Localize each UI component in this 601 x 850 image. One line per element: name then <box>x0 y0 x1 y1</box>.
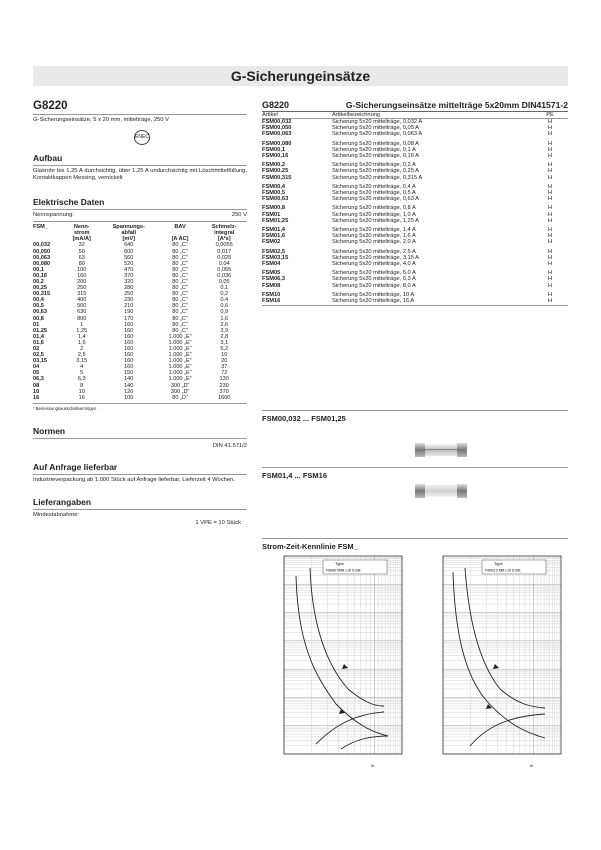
ed-cell: 1.000 „E“ <box>168 352 192 359</box>
article-description: Sicherung 5x20 mittelträge, 0,25 A <box>332 168 419 175</box>
ed-cell: 6,3 <box>77 376 86 383</box>
article-number: FSM01 <box>262 211 281 218</box>
ed-cell: 0,0055 <box>215 242 233 249</box>
liefer-heading: Lieferangaben <box>33 497 92 508</box>
pack-unit: H <box>547 205 553 212</box>
ed-cell: 200 <box>77 278 87 285</box>
article-description: Sicherung 5x20 mittelträge, 0,08 A <box>332 140 419 147</box>
ed-cell: 320 <box>124 278 134 285</box>
ed-cell: 170 <box>124 315 134 322</box>
ed-cell: 00,315 <box>33 291 51 298</box>
ed-cell: 00,1 <box>33 266 44 273</box>
ed-cell: 1,4 <box>77 333 86 340</box>
ed-cell: 01,4 <box>33 333 44 340</box>
ed-cell: 160 <box>124 346 134 353</box>
pack-unit: H <box>547 162 553 169</box>
liefer-label: Mindestabnahme: <box>33 512 80 519</box>
fuse-transparent-image <box>415 443 467 457</box>
article-description: Sicherung 5x20 mittelträge, 1,6 A <box>332 233 416 240</box>
normen-value: DIN 41.571/2 <box>212 442 247 449</box>
divider <box>33 509 247 510</box>
ed-voltage-label: Nennspannung: <box>33 211 74 218</box>
ed-cell: 1,6 <box>77 339 86 346</box>
article-number: FSM03,15 <box>262 254 289 261</box>
pack-unit: H <box>547 227 553 234</box>
liefer-row <box>33 512 247 527</box>
ed-cell: 1.000 „E“ <box>168 346 192 353</box>
article-number: FSM00,4 <box>262 183 286 190</box>
divider <box>33 209 247 210</box>
ed-cell: 80 „C“ <box>172 297 188 304</box>
ed-voltage-row <box>33 212 247 219</box>
ed-cell: 02 <box>33 346 40 353</box>
pack-unit: H <box>547 291 553 298</box>
pack-unit: H <box>547 233 553 240</box>
graph2-arrow <box>493 664 499 669</box>
article-number: FSM02,5 <box>262 248 286 255</box>
left-column <box>33 100 247 527</box>
ed-cell: 250 <box>77 285 87 292</box>
graph1-curve-d <box>341 736 388 749</box>
article-number: FSM00,080 <box>262 140 292 147</box>
ed-cell: 1.000 „E“ <box>168 370 192 377</box>
ed-cell: 00,16 <box>33 272 47 279</box>
ed-cell: 0,025 <box>217 254 232 261</box>
time-current-graph-2 <box>425 554 565 776</box>
article-number: FSM01,4 <box>262 227 286 234</box>
ed-cell: 4 <box>80 364 84 371</box>
product-code: G8220 <box>33 100 68 112</box>
ed-cell: 315 <box>77 291 87 298</box>
ed-cell: 00,050 <box>33 248 51 255</box>
ed-cell: 00,5 <box>33 303 44 310</box>
article-description: Sicherung 5x20 mittelträge, 1,25 A <box>332 217 419 224</box>
ed-cell: 00,25 <box>33 285 47 292</box>
ed-cell: 00,4 <box>33 297 44 304</box>
article-description: Sicherung 5x20 mittelträge, 4,0 A <box>332 261 416 268</box>
graph1-arrow <box>342 664 348 669</box>
pack-unit: H <box>547 298 553 305</box>
ed-cell: 160 <box>124 321 134 328</box>
ed-cell: 00,080 <box>33 260 51 267</box>
article-number: FSM04 <box>262 261 281 268</box>
ed-cell: 80 „C“ <box>172 242 188 249</box>
image-section-1 <box>262 408 568 423</box>
image-caption-1: FSM00,032 ... FSM01,25 <box>262 414 346 423</box>
ed-cell: 1.000 „E“ <box>168 333 192 340</box>
pack-unit: H <box>547 168 553 175</box>
ed-cell: 190 <box>124 309 134 316</box>
right-product-code: G8220 <box>262 100 290 110</box>
ed-row <box>33 395 247 401</box>
ed-cell: 280 <box>124 285 134 292</box>
ed-cell: 0,9 <box>220 309 229 316</box>
ed-cell: 00,032 <box>33 242 51 249</box>
ed-cell: 50 <box>78 248 85 255</box>
product-row <box>262 119 568 126</box>
ed-cell: 16 <box>33 394 40 401</box>
ed-cell: 01,25 <box>33 327 47 334</box>
pack-unit: H <box>547 261 553 268</box>
ed-cell: 250 <box>124 291 134 298</box>
graph2-arrow <box>486 704 492 709</box>
electrical-data-table <box>33 224 247 401</box>
ed-cell: 600 <box>124 248 134 255</box>
graph2-legend-sub: FSM01 5 MM x 20 S.30E <box>485 568 521 573</box>
article-description: Sicherung 5x20 mittelträge, 0,1 A <box>332 146 416 153</box>
ed-cell: 10 <box>221 352 228 359</box>
graph2-legend: Type <box>494 561 503 566</box>
anfrage-text: Industrieverpackung ab 1.000 Stück auf Anfrage lieferbar, Lieferzeit 4 Wochen. <box>33 477 235 484</box>
ed-cell: 80 „C“ <box>172 278 188 285</box>
article-number: FSM01,25 <box>262 217 289 224</box>
divider <box>262 410 568 411</box>
ed-cell: 2,8 <box>220 333 229 340</box>
pack-unit: H <box>547 211 553 218</box>
divider <box>33 114 247 115</box>
curve-section <box>262 536 568 551</box>
article-description: Sicherung 5x20 mittelträge, 0,315 A <box>332 174 423 181</box>
product-row <box>262 298 568 304</box>
article-description: Sicherung 5x20 mittelträge, 0,063 A <box>332 131 423 138</box>
article-number: FSM00,2 <box>262 162 286 169</box>
ed-cell: 80 „C“ <box>172 266 188 273</box>
pack-unit: H <box>547 131 553 138</box>
article-number: FSM00,1 <box>262 146 286 153</box>
ed-cell: 130 <box>219 376 229 383</box>
ed-cell: 230 <box>124 297 134 304</box>
pack-unit: H <box>547 119 553 125</box>
article-number: FSM08 <box>262 282 281 289</box>
pack-unit: H <box>547 276 553 283</box>
ed-cell: 100 <box>77 266 87 273</box>
article-description: Sicherung 5x20 mittelträge, 1,0 A <box>332 211 416 218</box>
article-number: FSM05 <box>262 270 281 277</box>
right-table-title: G-Sicherungseinsätze mittelträge 5x20mm DIN41571-2 <box>345 100 568 110</box>
ed-cell: 80 „C“ <box>172 260 188 267</box>
ed-cell: 0,6 <box>220 303 229 310</box>
ed-cell: 0,4 <box>220 297 229 304</box>
ed-cell: 08 <box>33 382 40 389</box>
article-number: FSM00,8 <box>262 205 286 212</box>
ed-cell: 160 <box>124 339 134 346</box>
article-description: Sicherung 5x20 mittelträge, 0,032 A <box>332 119 423 125</box>
pack-unit: H <box>547 248 553 255</box>
ed-cell: 5 <box>80 370 84 377</box>
ed-cell: 04 <box>33 364 40 371</box>
ed-voltage-value: 250 V <box>231 211 247 218</box>
ed-cell: 2 <box>80 346 84 353</box>
col-pe: PE <box>546 112 554 118</box>
pack-unit: H <box>547 140 553 147</box>
ed-heading: Elektrische Daten <box>33 196 105 207</box>
article-number: FSM00,315 <box>262 174 292 181</box>
ed-cell: 00,2 <box>33 278 44 285</box>
divider <box>33 221 247 222</box>
ed-cell: 160 <box>124 333 134 340</box>
product-table <box>262 112 568 304</box>
ed-cell: 80 „C“ <box>172 321 188 328</box>
ed-cell: 640 <box>124 242 134 249</box>
liefer-value: 1 VPE = 10 Stück <box>195 520 241 527</box>
article-description: Sicherung 5x20 mittelträge, 2,5 A <box>332 248 416 255</box>
article-number: FSM00,25 <box>262 168 289 175</box>
ed-cell: 160 <box>124 358 134 365</box>
ed-header-cell: Spannungs- abfall [mV] <box>112 223 145 243</box>
pack-unit: H <box>547 125 553 132</box>
article-description: Sicherung 5x20 mittelträge, 0,5 A <box>332 190 416 197</box>
ed-cell: 02,5 <box>33 352 44 359</box>
pack-unit: H <box>547 190 553 197</box>
ed-cell: 0,2 <box>220 291 229 298</box>
ed-cell: 120 <box>124 388 134 395</box>
article-number: FSM00,5 <box>262 190 286 197</box>
pack-unit: H <box>547 153 553 160</box>
ed-footnote: * Bemessungsausschaltvermögen <box>33 405 97 411</box>
title-banner <box>33 66 568 86</box>
ed-cell: 37 <box>221 364 228 371</box>
divider <box>33 403 247 404</box>
ed-cell: 00,8 <box>33 315 44 322</box>
ed-cell: 10 <box>33 388 40 395</box>
divider <box>33 474 247 475</box>
pack-unit: H <box>547 196 553 203</box>
ed-cell: 500 <box>77 303 87 310</box>
ed-cell: 630 <box>77 309 87 316</box>
article-number: FSM00,63 <box>262 196 289 203</box>
article-description: Sicherung 5x20 mittelträge, 10 A <box>332 291 415 298</box>
ed-cell: 80 „C“ <box>172 309 188 316</box>
ed-cell: 470 <box>124 266 134 273</box>
ed-cell: 80 „C“ <box>172 303 188 310</box>
ed-cell: 00,063 <box>33 254 51 261</box>
article-description: Sicherung 5x20 mittelträge, 0,16 A <box>332 153 419 160</box>
ed-cell: 80 „C“ <box>172 285 188 292</box>
ed-cell: 140 <box>124 382 134 389</box>
pack-unit: H <box>547 183 553 190</box>
ed-cell: 300 „D“ <box>170 382 190 389</box>
graph1-x-unit: In <box>371 763 375 768</box>
ed-cell: 01 <box>33 321 40 328</box>
time-current-graph-1 <box>266 554 406 776</box>
ed-cell: 560 <box>124 254 134 261</box>
article-description: Sicherung 5x20 mittelträge, 0,4 A <box>332 183 416 190</box>
divider <box>262 467 568 468</box>
ed-cell: 3,9 <box>220 327 229 334</box>
article-description: Sicherung 5x20 mittelträge, 1,4 A <box>332 227 416 234</box>
ed-cell: 10 <box>78 388 85 395</box>
ed-cell: 20 <box>221 358 228 365</box>
article-description: Sicherung 5x20 mittelträge, 0,8 A <box>332 205 416 212</box>
ed-header-cell: BAV [A AC] <box>171 223 189 243</box>
divider <box>262 305 568 306</box>
article-number: FSM10 <box>262 291 281 298</box>
ed-cell: 1,25 <box>76 327 88 334</box>
ed-cell: 0,04 <box>218 260 230 267</box>
ed-cell: 230 <box>219 382 229 389</box>
ed-cell: 80 „C“ <box>172 315 188 322</box>
ed-cell: 800 <box>77 315 87 322</box>
product-subtitle: G-Sicherungseinsätze, 5 x 20 mm, mittelträge, 250 V <box>33 117 169 123</box>
ed-cell: 00,63 <box>33 309 47 316</box>
ed-cell: 0,05 <box>218 278 230 285</box>
certification-icon: ENEC <box>134 130 150 145</box>
anfrage-heading: Auf Anfrage lieferbar <box>33 462 118 473</box>
divider <box>262 538 568 539</box>
pack-unit: H <box>547 146 553 153</box>
pack-unit: H <box>547 239 553 246</box>
ed-cell: 0,017 <box>217 248 232 255</box>
graph1-legend: Type <box>335 561 344 566</box>
ed-cell: 3,1 <box>220 339 229 346</box>
ed-cell: 32 <box>78 242 85 249</box>
col-bezeichnung: Artikelbezeichnung <box>332 112 381 118</box>
article-description: Sicherung 5x20 mittelträge, 0,63 A <box>332 196 419 203</box>
article-description: Sicherung 5x20 mittelträge, 3,15 A <box>332 254 419 261</box>
article-description: Sicherung 5x20 mittelträge, 0,05 A <box>332 125 419 132</box>
article-description: Sicherung 5x20 mittelträge, 5,0 A <box>332 270 416 277</box>
image-caption-2: FSM01,4 ... FSM16 <box>262 471 328 480</box>
ed-cell: 210 <box>124 303 134 310</box>
ed-cell: 72 <box>221 370 228 377</box>
graph2-x-unit: In <box>530 763 534 768</box>
normen-heading: Normen <box>33 425 66 436</box>
ed-cell: 150 <box>124 370 134 377</box>
ed-cell: 80 „C“ <box>172 248 188 255</box>
ed-cell: 80 „C“ <box>172 272 188 279</box>
ed-cell: 370 <box>124 272 134 279</box>
ed-cell: 2,5 <box>77 352 86 359</box>
ed-header-cell: FSM_ <box>33 223 48 230</box>
divider <box>33 438 247 439</box>
ed-cell: 0,036 <box>217 272 232 279</box>
ed-header-cell: Nenn- strom [mA/A] <box>72 223 91 243</box>
ed-cell: 370 <box>219 388 229 395</box>
article-description: Sicherung 5x20 mittelträge, 16 A <box>332 298 415 305</box>
article-number: FSM02 <box>262 239 281 246</box>
col-artikel: Artikel <box>262 112 278 118</box>
ed-cell: 160 <box>77 272 87 279</box>
article-number: FSM00,050 <box>262 125 292 132</box>
pack-unit: H <box>547 270 553 277</box>
ed-cell: 05 <box>33 370 40 377</box>
ed-cell: 520 <box>124 260 134 267</box>
ed-cell: 80 „C“ <box>172 291 188 298</box>
pack-unit: H <box>547 174 553 181</box>
ed-cell: 100 <box>124 394 134 401</box>
aufbau-text: Glasrohr bis 1,25 A durchsichtig, über 1,25 A undurchsichtig mit Löschmittelfüllung, Kontaktkappen Messing, vernickelt <box>33 168 247 182</box>
ed-cell: 5,2 <box>220 346 229 353</box>
ed-cell: 80 „D“ <box>172 394 188 401</box>
article-number: FSM00,063 <box>262 131 292 138</box>
aufbau-heading: Aufbau <box>33 153 63 164</box>
article-number: FSM00,032 <box>262 119 292 125</box>
article-number: FSM06,3 <box>262 276 286 283</box>
ed-cell: 80 „C“ <box>172 254 188 261</box>
ed-cell: 8 <box>80 382 84 389</box>
ed-cell: 1.000 „E“ <box>168 339 192 346</box>
page-title: G-Sicherungeinsätze <box>230 68 371 84</box>
right-column <box>262 100 568 308</box>
ed-cell: 80 <box>78 260 85 267</box>
ed-cell: 160 <box>124 364 134 371</box>
article-description: Sicherung 5x20 mittelträge, 8,0 A <box>332 282 416 289</box>
ed-cell: 1,6 <box>220 315 229 322</box>
ed-header-cell: Schmelz- integral [A²s] <box>211 223 237 243</box>
article-description: Sicherung 5x20 mittelträge, 6,3 A <box>332 276 416 283</box>
divider <box>33 165 247 166</box>
graph1-legend-sub: FSM00 5MM x 20 S.30E <box>326 568 361 573</box>
ed-cell: 300 „D“ <box>170 388 190 395</box>
ed-cell: 400 <box>77 297 87 304</box>
ed-cell: 1600 <box>217 394 231 401</box>
ed-cell: 1.000 „E“ <box>168 358 192 365</box>
ed-cell: 0,1 <box>220 285 229 292</box>
graph2-curve-a <box>453 572 545 738</box>
pack-unit: H <box>547 282 553 289</box>
right-header <box>262 100 568 110</box>
ed-cell: 16 <box>78 394 85 401</box>
ed-cell: 1.000 „E“ <box>168 364 192 371</box>
ed-cell: 63 <box>78 254 85 261</box>
pack-unit: H <box>547 254 553 261</box>
ed-cell: 1.000 „E“ <box>168 376 192 383</box>
article-description: Sicherung 5x20 mittelträge, 2,0 A <box>332 239 416 246</box>
pack-unit: H <box>547 217 553 224</box>
ed-cell: 3,15 <box>76 358 88 365</box>
ed-cell: 0,055 <box>217 266 232 273</box>
article-description: Sicherung 5x20 mittelträge, 0,2 A <box>332 162 416 169</box>
ed-cell: 160 <box>124 327 134 334</box>
article-number: FSM01,6 <box>262 233 286 240</box>
fuse-opaque-image <box>415 484 467 498</box>
ed-cell: 2,6 <box>220 321 229 328</box>
ed-cell: 80 „C“ <box>172 327 188 334</box>
article-number: FSM16 <box>262 298 281 305</box>
ed-cell: 140 <box>124 376 134 383</box>
article-number: FSM00,16 <box>262 153 289 160</box>
curve-title: Strom-Zeit-Kennlinie FSM_ <box>262 542 358 551</box>
ed-cell: 160 <box>124 352 134 359</box>
ed-cell: 01,6 <box>33 339 44 346</box>
image-section-2 <box>262 465 568 480</box>
ed-cell: 03,15 <box>33 358 47 365</box>
ed-cell: 06,3 <box>33 376 44 383</box>
ed-cell: 1 <box>80 321 84 328</box>
